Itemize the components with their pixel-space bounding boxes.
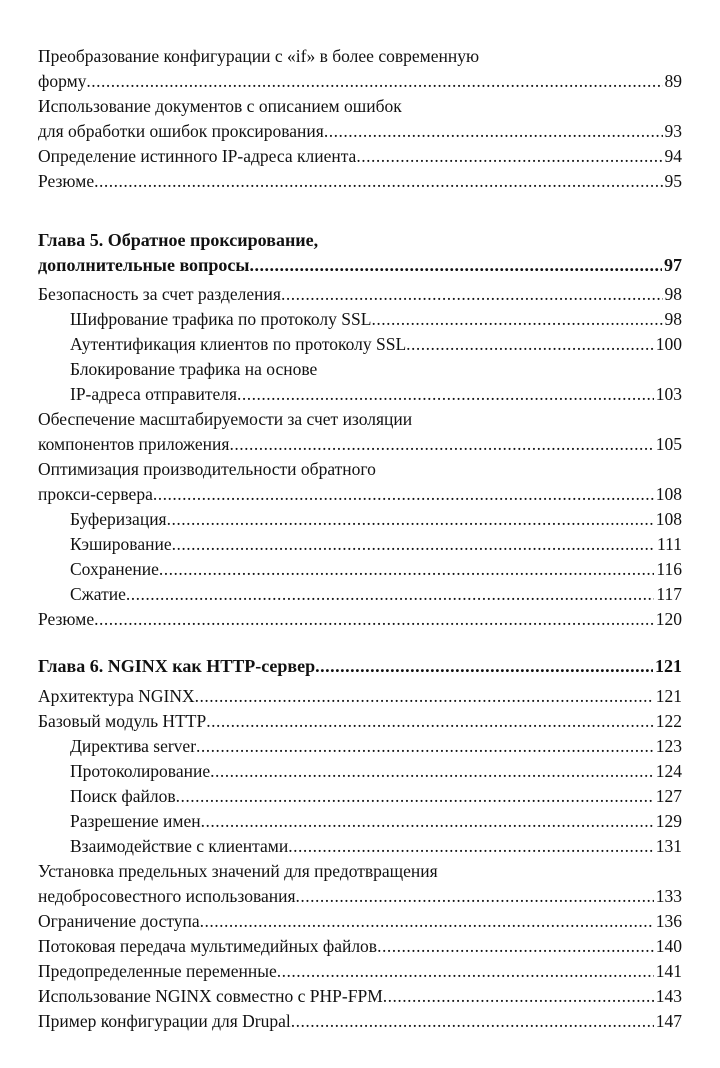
toc-entry-page: 89 xyxy=(664,71,682,91)
toc-entry xyxy=(38,557,682,582)
toc-entry-page: 116 xyxy=(656,559,682,579)
toc-entry xyxy=(38,607,682,632)
dot-leader xyxy=(200,909,654,934)
toc-section-c xyxy=(38,684,682,1034)
toc-entry-title: Шифрование трафика по протоколу SSL xyxy=(70,309,372,329)
toc-entry xyxy=(38,684,682,709)
dot-leader xyxy=(281,282,663,307)
dot-leader xyxy=(126,582,655,607)
chapter-5-title: Глава 5. Обратное проксирование, xyxy=(38,230,319,250)
dot-leader xyxy=(172,532,655,557)
toc-entry xyxy=(38,457,682,482)
dot-leader xyxy=(201,809,654,834)
toc-entry xyxy=(38,582,682,607)
dot-leader xyxy=(383,984,654,1009)
toc-section-a xyxy=(38,44,682,194)
toc-entry-title: Определение истинного IP-адреса клиента xyxy=(38,146,357,166)
chapter-6-title-line xyxy=(38,654,682,679)
toc-entry xyxy=(38,357,682,382)
dot-leader xyxy=(277,959,654,984)
toc-entry xyxy=(38,144,682,169)
toc-entry xyxy=(38,482,682,507)
toc-entry-title: Пример конфигурации для Drupal xyxy=(38,1011,291,1031)
toc-entry xyxy=(38,432,682,457)
toc-entry-page: 100 xyxy=(655,334,682,354)
toc-entry xyxy=(38,984,682,1009)
chapter-5-page: 97 xyxy=(664,255,682,275)
toc-entry xyxy=(38,884,682,909)
toc-entry xyxy=(38,407,682,432)
dot-leader xyxy=(153,482,654,507)
toc-entry xyxy=(38,709,682,734)
dot-leader xyxy=(196,734,654,759)
toc-entry-page: 117 xyxy=(656,584,682,604)
toc-entry-page: 143 xyxy=(655,986,682,1006)
toc-entry-page: 120 xyxy=(655,609,682,629)
toc-entry-page: 95 xyxy=(664,171,682,191)
toc-entry-title: Архитектура NGINX xyxy=(38,686,195,706)
toc-entry-title: Директива server xyxy=(70,736,197,756)
dot-leader xyxy=(94,169,662,194)
dot-leader xyxy=(356,144,662,169)
toc-entry xyxy=(38,382,682,407)
toc-entry-title: Оптимизация производительности обратного xyxy=(38,459,376,479)
toc-entry xyxy=(38,1009,682,1034)
toc-entry-title: Установка предельных значений для предотвращения xyxy=(38,861,438,881)
toc-entry-title: Взаимодействие с клиентами xyxy=(70,836,289,856)
toc-entry xyxy=(38,759,682,784)
toc-entry-title: Преобразование конфигурации с «if» в более современную xyxy=(38,46,480,66)
toc-entry xyxy=(38,44,682,69)
toc-entry-title: прокси-сервера xyxy=(38,484,153,504)
toc-entry-title: Протоколирование xyxy=(70,761,211,781)
toc-entry-title: Буферизация xyxy=(70,509,167,529)
toc-entry xyxy=(38,94,682,119)
toc-chapter-5 xyxy=(38,228,682,278)
toc-entry xyxy=(38,784,682,809)
toc-entry-page: 121 xyxy=(655,686,682,706)
toc-entry-title: Потоковая передача мультимедийных файлов xyxy=(38,936,378,956)
toc-entry xyxy=(38,307,682,332)
dot-leader xyxy=(195,684,654,709)
toc-entry-title: Поиск файлов xyxy=(70,786,176,806)
dot-leader xyxy=(167,507,654,532)
toc-entry-title: компонентов приложения xyxy=(38,434,230,454)
toc-entry xyxy=(38,809,682,834)
toc-entry xyxy=(38,69,682,94)
toc-entry-page: 123 xyxy=(655,736,682,756)
dot-leader xyxy=(377,934,654,959)
chapter-5-subtitle: дополнительные вопросы xyxy=(38,255,250,275)
dot-leader xyxy=(249,253,662,278)
dot-leader xyxy=(315,654,653,679)
toc-entry-page: 93 xyxy=(664,121,682,141)
toc-entry-title: Сохранение xyxy=(70,559,159,579)
toc-entry-page: 98 xyxy=(664,284,682,304)
toc-entry-title: Использование NGINX совместно с PHP-FPM xyxy=(38,986,383,1006)
toc-entry-page: 127 xyxy=(655,786,682,806)
toc-entry xyxy=(38,119,682,144)
toc-entry-title: Кэширование xyxy=(70,534,172,554)
toc-entry xyxy=(38,934,682,959)
dot-leader xyxy=(291,1009,654,1034)
dot-leader xyxy=(94,607,654,632)
dot-leader xyxy=(371,307,662,332)
toc-entry-title: Резюме xyxy=(38,171,95,191)
dot-leader xyxy=(296,884,654,909)
toc-entry xyxy=(38,959,682,984)
toc-entry-page: 108 xyxy=(655,484,682,504)
toc-entry-title: Разрешение имен xyxy=(70,811,201,831)
toc-entry-title: Предопределенные переменные xyxy=(38,961,277,981)
toc-entry-title: Обеспечение масштабируемости за счет изоляции xyxy=(38,409,413,429)
chapter-5-title-line-2 xyxy=(38,253,682,278)
toc-entry-page: 131 xyxy=(655,836,682,856)
toc-entry-page: 140 xyxy=(655,936,682,956)
toc-entry-page: 122 xyxy=(655,711,682,731)
toc-entry xyxy=(38,734,682,759)
toc-entry-page: 94 xyxy=(664,146,682,166)
toc-entry-title: для обработки ошибок проксирования xyxy=(38,121,324,141)
toc-entry-title: Базовый модуль HTTP xyxy=(38,711,207,731)
dot-leader xyxy=(159,557,655,582)
toc-entry xyxy=(38,282,682,307)
toc-section-b xyxy=(38,282,682,632)
toc-entry-title: Резюме xyxy=(38,609,95,629)
toc-entry xyxy=(38,507,682,532)
toc-entry xyxy=(38,169,682,194)
toc-entry-page: 136 xyxy=(655,911,682,931)
toc-entry xyxy=(38,834,682,859)
toc-entry-title: форму xyxy=(38,71,87,91)
toc-chapter-6 xyxy=(38,654,682,679)
toc-entry xyxy=(38,532,682,557)
toc-entry-page: 141 xyxy=(655,961,682,981)
dot-leader xyxy=(237,382,654,407)
toc-entry-page: 108 xyxy=(655,509,682,529)
toc-entry-page: 124 xyxy=(655,761,682,781)
dot-leader xyxy=(86,69,662,94)
toc-entry-title: Блокирование трафика на основе xyxy=(70,359,318,379)
toc-entry-title: Сжатие xyxy=(70,584,126,604)
dot-leader xyxy=(288,834,654,859)
chapter-6-page: 121 xyxy=(655,656,682,676)
dot-leader xyxy=(324,119,663,144)
toc-entry-page: 103 xyxy=(655,384,682,404)
toc-entry-page: 105 xyxy=(655,434,682,454)
toc-entry-title: недобросовестного использования xyxy=(38,886,296,906)
toc-entry-title: Использование документов с описанием ошибок xyxy=(38,96,402,116)
dot-leader xyxy=(406,332,654,357)
toc-entry-page: 98 xyxy=(664,309,682,329)
dot-leader xyxy=(210,759,654,784)
toc-entry-title: Аутентификация клиентов по протоколу SSL xyxy=(70,334,407,354)
toc-entry xyxy=(38,909,682,934)
dot-leader xyxy=(206,709,654,734)
toc-entry-page: 129 xyxy=(655,811,682,831)
toc-entry xyxy=(38,859,682,884)
dot-leader xyxy=(229,432,653,457)
chapter-5-title-line-1 xyxy=(38,228,682,253)
toc-entry-page: 147 xyxy=(655,1011,682,1031)
dot-leader xyxy=(176,784,654,809)
toc-entry-page: 111 xyxy=(657,534,682,554)
chapter-6-title: Глава 6. NGINX как HTTP-сервер xyxy=(38,656,316,676)
toc-entry-title: Безопасность за счет разделения xyxy=(38,284,281,304)
toc-entry-title: IP-адреса отправителя xyxy=(70,384,238,404)
toc-entry-title: Ограничение доступа xyxy=(38,911,200,931)
toc-entry-page: 133 xyxy=(655,886,682,906)
toc-entry xyxy=(38,332,682,357)
